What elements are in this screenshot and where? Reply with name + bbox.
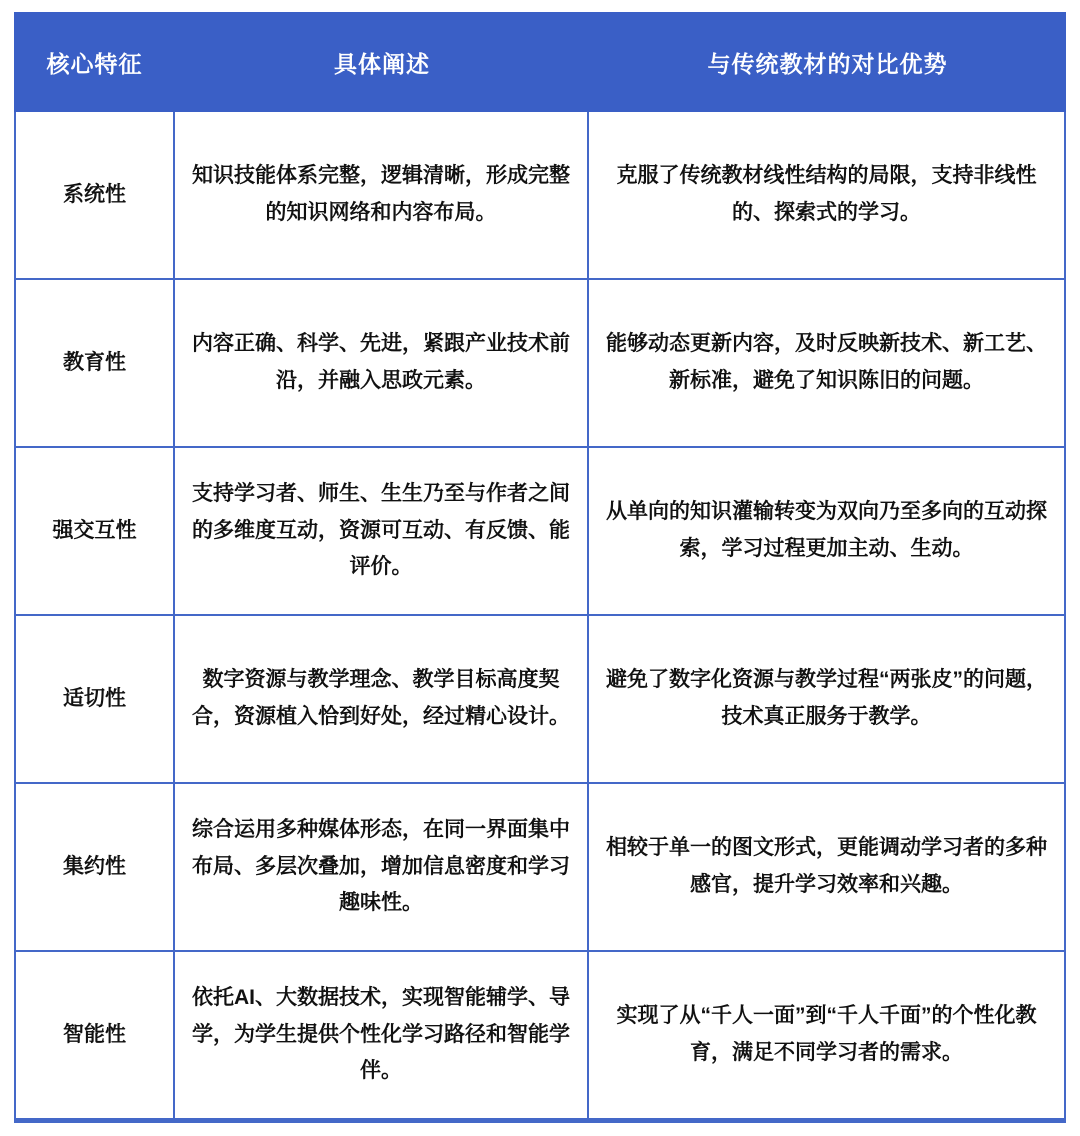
row2-detail-cell: 内容正确、科学、先进，紧跟产业技术前沿，并融入思政元素。 [175,280,589,448]
table-body [14,112,1066,1123]
row4-detail-cell: 数字资源与教学理念、教学目标高度契合，资源植入恰到好处，经过精心设计。 [175,616,589,784]
row5-advantage-cell: 相较于单一的图文形式，更能调动学习者的多种感官，提升学习效率和兴趣。 [589,784,1064,952]
row5-detail-cell: 综合运用多种媒体形态，在同一界面集中布局、多层次叠加，增加信息密度和学习趣味性。 [175,784,589,952]
row6-detail-cell: 依托AI、大数据技术，实现智能辅学、导学，为学生提供个性化学习路径和智能学伴。 [175,952,589,1120]
table-header-row [14,12,1066,112]
features-comparison-table [14,12,1066,1123]
header-cell-advantage: 与传统教材的对比优势 [707,50,948,77]
row1-detail-cell: 知识技能体系完整，逻辑清晰，形成完整的知识网络和内容布局。 [175,112,589,280]
row3-feature-cell: 强交互性 [16,448,175,616]
row1-advantage-cell: 克服了传统教材线性结构的局限，支持非线性的、探索式的学习。 [589,112,1064,280]
row1-feature-cell: 系统性 [16,112,175,280]
row3-detail-cell: 支持学习者、师生、生生乃至与作者之间的多维度互动，资源可互动、有反馈、能评价。 [175,448,589,616]
row6-feature-cell: 智能性 [16,952,175,1120]
row2-advantage-cell: 能够动态更新内容，及时反映新技术、新工艺、新标准，避免了知识陈旧的问题。 [589,280,1064,448]
header-cell-detail: 具体阐述 [334,50,430,77]
row5-feature-cell: 集约性 [16,784,175,952]
row4-advantage-cell: 避免了数字化资源与教学过程“两张皮”的问题，技术真正服务于教学。 [589,616,1064,784]
row4-feature-cell: 适切性 [16,616,175,784]
row2-feature-cell: 教育性 [16,280,175,448]
row3-advantage-cell: 从单向的知识灌输转变为双向乃至多向的互动探索，学习过程更加主动、生动。 [589,448,1064,616]
row6-advantage-cell: 实现了从“千人一面”到“千人千面”的个性化教育，满足不同学习者的需求。 [589,952,1064,1120]
header-cell-feature: 核心特征 [46,50,143,77]
